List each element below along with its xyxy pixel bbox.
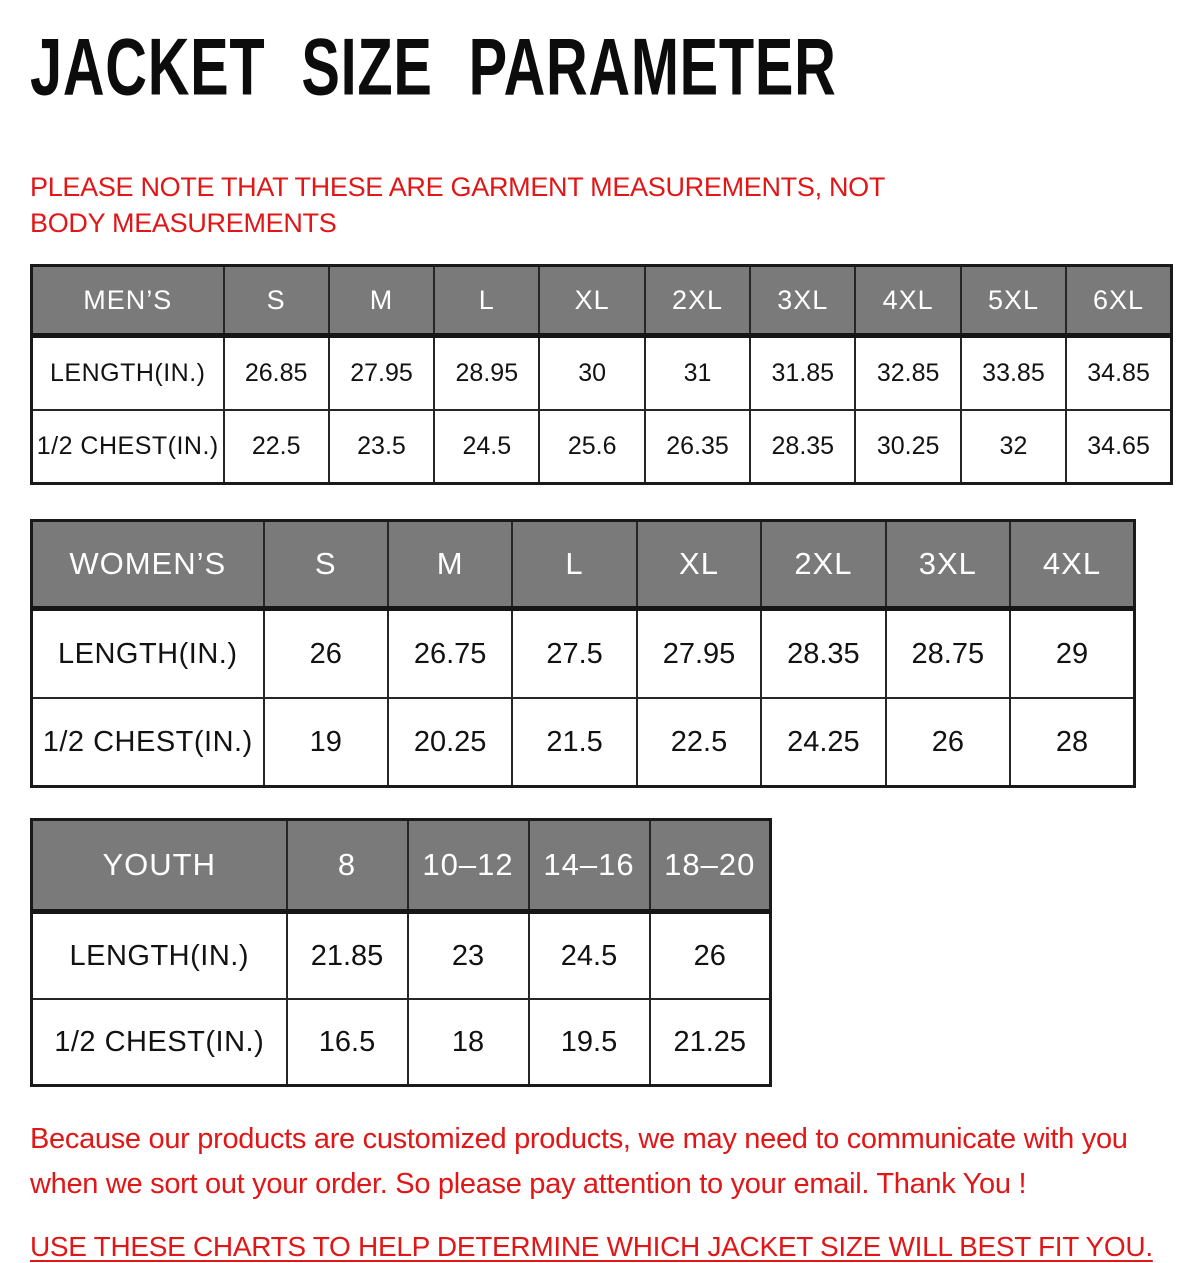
size-value: 34.85 xyxy=(1066,336,1171,411)
size-value: 28 xyxy=(1010,698,1134,787)
size-value: 34.65 xyxy=(1066,410,1171,484)
womens-header-row xyxy=(32,521,1135,609)
size-value: 32 xyxy=(961,410,1066,484)
mens-size-header: 4XL xyxy=(855,266,960,336)
measure-label: 1/2 CHEST(IN.) xyxy=(32,698,264,787)
size-value: 26.85 xyxy=(224,336,329,411)
size-value: 32.85 xyxy=(855,336,960,411)
size-value: 27.95 xyxy=(637,609,761,699)
size-value: 26.35 xyxy=(645,410,750,484)
womens-size-header: L xyxy=(512,521,636,609)
fit-advice-line: USE THESE CHARTS TO HELP DETERMINE WHICH JACKET SIZE WILL BEST FIT YOU. xyxy=(30,1230,1153,1262)
mens-size-header: XL xyxy=(539,266,644,336)
mens-size-header: 6XL xyxy=(1066,266,1171,336)
size-value: 18 xyxy=(408,999,529,1086)
womens-measurement-row xyxy=(32,698,1135,787)
mens-table-title: MEN’S xyxy=(32,266,224,336)
measure-label: LENGTH(IN.) xyxy=(32,336,224,411)
size-value: 27.5 xyxy=(512,609,636,699)
youth-size-header: 10–12 xyxy=(408,820,529,912)
size-value: 26 xyxy=(264,609,388,699)
size-value: 27.95 xyxy=(329,336,434,411)
size-value: 21.85 xyxy=(287,912,408,1000)
customization-notice: Because our products are customized products, we may need to communicate with you when we sort out your order. So please pay attention to your email. Thank You ! xyxy=(30,1123,1128,1200)
garment-measurement-note: PLEASE NOTE THAT THESE ARE GARMENT MEASUREMENTS, NOT BODY MEASUREMENTS xyxy=(30,172,885,239)
page-title: JACKET SIZE PARAMETER xyxy=(30,20,837,113)
youth-table-title: YOUTH xyxy=(32,820,287,912)
size-value: 24.25 xyxy=(761,698,885,787)
youth-measurement-row xyxy=(32,999,771,1086)
womens-size-header: M xyxy=(388,521,512,609)
size-value: 31.85 xyxy=(750,336,855,411)
measure-label: LENGTH(IN.) xyxy=(32,912,287,1000)
size-value: 33.85 xyxy=(961,336,1066,411)
size-value: 23.5 xyxy=(329,410,434,484)
size-value: 23 xyxy=(408,912,529,1000)
youth-header-row xyxy=(32,820,771,912)
womens-size-table xyxy=(30,519,1136,788)
mens-header-row xyxy=(32,266,1172,336)
size-value: 28.95 xyxy=(434,336,539,411)
size-value: 25.6 xyxy=(539,410,644,484)
size-value: 22.5 xyxy=(224,410,329,484)
youth-measurement-row xyxy=(32,912,771,1000)
youth-size-table xyxy=(30,818,772,1087)
size-value: 22.5 xyxy=(637,698,761,787)
size-value: 19.5 xyxy=(529,999,650,1086)
measure-label: 1/2 CHEST(IN.) xyxy=(32,999,287,1086)
womens-size-header: 4XL xyxy=(1010,521,1134,609)
womens-size-header: XL xyxy=(637,521,761,609)
size-value: 21.25 xyxy=(650,999,771,1086)
womens-size-header: S xyxy=(264,521,388,609)
mens-measurement-row xyxy=(32,410,1172,484)
mens-size-header: 2XL xyxy=(645,266,750,336)
size-value: 29 xyxy=(1010,609,1134,699)
size-value: 24.5 xyxy=(434,410,539,484)
size-value: 28.35 xyxy=(761,609,885,699)
measure-label: 1/2 CHEST(IN.) xyxy=(32,410,224,484)
mens-size-header: 3XL xyxy=(750,266,855,336)
size-value: 19 xyxy=(264,698,388,787)
size-value: 26.75 xyxy=(388,609,512,699)
youth-size-header: 18–20 xyxy=(650,820,771,912)
size-value: 16.5 xyxy=(287,999,408,1086)
youth-size-header: 14–16 xyxy=(529,820,650,912)
mens-size-header: M xyxy=(329,266,434,336)
size-value: 26 xyxy=(650,912,771,1000)
mens-size-header: 5XL xyxy=(961,266,1066,336)
size-value: 30.25 xyxy=(855,410,960,484)
size-value: 21.5 xyxy=(512,698,636,787)
size-value: 28.35 xyxy=(750,410,855,484)
measure-label: LENGTH(IN.) xyxy=(32,609,264,699)
mens-measurement-row xyxy=(32,336,1172,411)
mens-size-table xyxy=(30,264,1173,485)
womens-size-header: 3XL xyxy=(886,521,1010,609)
mens-size-header: L xyxy=(434,266,539,336)
size-value: 30 xyxy=(539,336,644,411)
size-value: 24.5 xyxy=(529,912,650,1000)
size-value: 28.75 xyxy=(886,609,1010,699)
size-value: 26 xyxy=(886,698,1010,787)
youth-size-header: 8 xyxy=(287,820,408,912)
womens-table-title: WOMEN’S xyxy=(32,521,264,609)
womens-size-header: 2XL xyxy=(761,521,885,609)
size-value: 20.25 xyxy=(388,698,512,787)
size-value: 31 xyxy=(645,336,750,411)
womens-measurement-row xyxy=(32,609,1135,699)
mens-size-header: S xyxy=(224,266,329,336)
